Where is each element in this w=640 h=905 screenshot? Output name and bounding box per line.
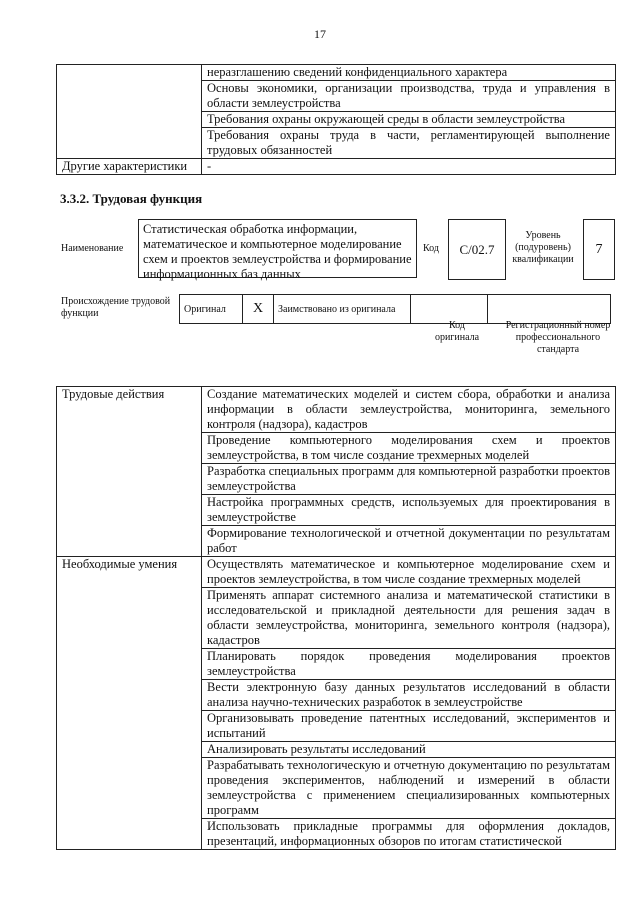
empty-label-cell	[57, 65, 202, 159]
function-code-box: С/02.7	[448, 219, 506, 280]
original-mark: X	[243, 295, 274, 324]
table-row	[57, 159, 616, 175]
table-cell: Организовывать проведение патентных исследований, экспериментов и испытаний	[202, 711, 616, 742]
section-title: 3.3.2. Трудовая функция	[60, 191, 203, 206]
table-cell: Настройка программных средств, используемых для проектирования в землеустройстве	[202, 495, 616, 526]
table-cell: Использовать прикладные программы для оформления докладов, презентаций, информационных обзоров по итогам статистической	[202, 819, 616, 850]
code-original-caption: Код оригинала	[434, 320, 480, 343]
code-label: Код	[423, 243, 439, 254]
table-cell: Проведение компьютерного моделирования схем и проектов землеустройства, в том числе создание трехмерных моделей	[202, 433, 616, 464]
reg-number-caption: Регистрационный номер профессионального стандарта	[505, 320, 611, 355]
knowledge-table-continued	[56, 64, 616, 175]
table-row	[57, 557, 616, 588]
table-cell: Разрабатывать технологическую и отчетную документацию по результатам проведения экспериментов, наблюдений и измерений в области землеустройства с применением специализированных компьютерных программ	[202, 758, 616, 819]
actions-label: Трудовые действия	[57, 387, 202, 557]
borrowed-cell: Заимствовано из оригинала	[274, 295, 411, 324]
skills-label: Необходимые умения	[57, 557, 202, 850]
table-cell: Планировать порядок проведения моделирования проектов землеустройства	[202, 649, 616, 680]
origin-label: Происхождение трудовой функции	[61, 296, 171, 319]
table-cell: Основы экономики, организации производства, труда и управления в области землеустройства	[202, 81, 616, 112]
original-cell: Оригинал	[180, 295, 243, 324]
table-cell: неразглашению сведений конфиденциального характера	[202, 65, 616, 81]
table-cell: Применять аппарат системного анализа и математической статистики в исследовательской и прикладной деятельности для решения задач в области землеустройства, мониторинга, земельного контроля (надзора), кадастров	[202, 588, 616, 649]
other-characteristics-label: Другие характеристики	[57, 159, 202, 175]
table-row	[57, 65, 616, 81]
name-label: Наименование	[61, 243, 124, 254]
level-box: 7	[583, 219, 615, 280]
table-row	[57, 387, 616, 433]
table-cell: Требования охраны труда в части, регламентирующей выполнение трудовых обязанностей	[202, 128, 616, 159]
function-details-table	[56, 386, 616, 850]
other-characteristics-value: -	[202, 159, 616, 175]
table-cell: Требования охраны окружающей среды в области землеустройства	[202, 112, 616, 128]
table-cell: Вести электронную базу данных результатов исследований в области анализа научно-технических разработок в землеустройстве	[202, 680, 616, 711]
level-label: Уровень (подуровень) квалификации	[512, 230, 574, 265]
table-cell: Осуществлять математическое и компьютерное моделирование схем и проектов землеустройства, в том числе создание трехмерных моделей	[202, 557, 616, 588]
page-number: 17	[314, 27, 326, 41]
function-name-box: Статистическая обработка информации, математическое и компьютерное моделирование схем и проектов землеустройства и формирование информационных баз данных	[138, 219, 417, 278]
table-cell: Разработка специальных программ для компьютерной разработки проектов землеустройства	[202, 464, 616, 495]
table-cell: Создание математических моделей и систем сбора, обработки и анализа информации в области землеустройства, мониторинга, земельного контроля (надзора), кадастров	[202, 387, 616, 433]
table-cell: Анализировать результаты исследований	[202, 742, 616, 758]
table-cell: Формирование технологической и отчетной документации по результатам работ	[202, 526, 616, 557]
